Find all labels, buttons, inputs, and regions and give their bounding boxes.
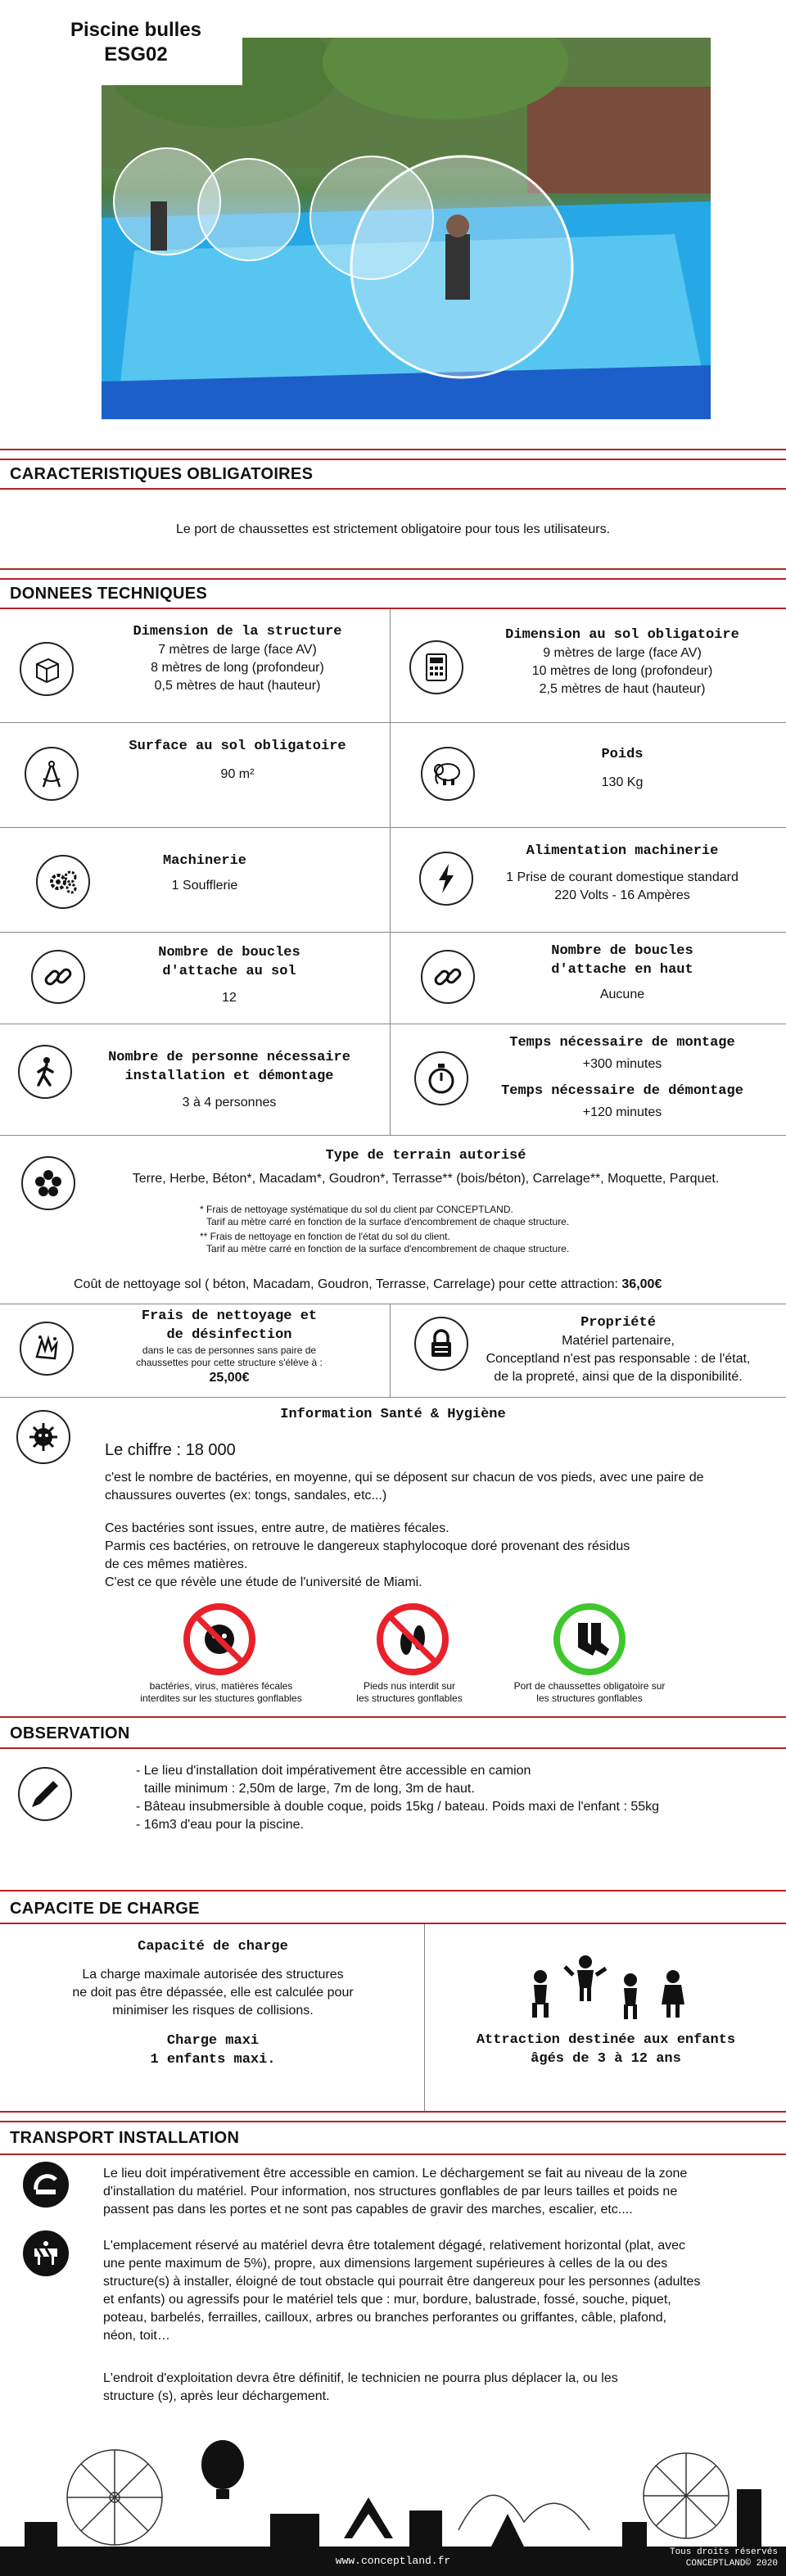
row-divider [0,1135,786,1136]
surface-value: 90 m² [220,767,255,781]
no-bacteria-caption-line1: bactéries, virus, matières fécales [149,1680,293,1692]
capacite-line2: ne doit pas être dépassée, elle est calculée pour [72,1986,354,2000]
socks-rule-text: Le port de chaussettes est strictement obligatoire pour tous les utilisateurs. [175,522,611,536]
row-divider [0,722,786,723]
no-bacteria-caption [123,1680,319,1705]
propriete-line2: Conceptland n'est pas responsable : de l'état, [486,1352,751,1366]
chain-link-icon [31,950,85,1004]
column-divider [390,1304,391,1397]
poids-value: 130 Kg [601,775,644,789]
divider [0,2111,786,2113]
walking-person-icon [18,1045,72,1099]
divider [0,1747,786,1749]
propriete-line3: de la propreté, ainsi que de la disponibilité. [494,1370,743,1384]
capacite-block [33,1937,393,2069]
boucles-haut-title-line2: d'attache en haut [551,962,693,978]
divider [0,1716,786,1718]
hands-washing-icon [20,1322,74,1376]
poids-block [475,745,770,792]
capacite-line1: La charge maximale autorisée des structures [82,1968,344,1982]
row-divider [0,932,786,933]
footer-url: www.conceptland.fr [335,2555,451,2567]
transport-paragraph-2 [103,2237,779,2345]
pen-icon [18,1767,72,1821]
frais-line1: dans le cas de personnes sans paire de [142,1344,317,1356]
socks-required-caption [483,1680,696,1705]
footer-rights-line1: Tous droits réservés [669,2547,778,2557]
dimension-sol-height: 2,5 mètres de haut (hauteur) [539,682,706,696]
alimentation-block [475,842,770,905]
footer-rights-line2: CONCEPTLAND© 2020 [685,2559,778,2569]
alimentation-line1: 1 Prise de courant domestique standard [506,870,739,884]
divider [0,2153,786,2155]
transport-p2-line1: L'emplacement réservé au matériel devra être totalement dégagé, relativement horizontal (plat, avec [103,2239,685,2253]
alimentation-title: Alimentation machinerie [526,843,719,859]
compass-icon [25,747,79,801]
bacteria-icon [16,1410,70,1464]
propriete-line1: Matériel partenaire, [562,1334,675,1348]
divider [0,449,786,450]
propriete-block [458,1313,778,1386]
attraction-age-block [434,2031,778,2068]
sante-chiffre: Le chiffre : 18 000 [105,1441,236,1459]
dimension-sol-width: 9 mètres de large (face AV) [543,646,702,660]
capacite-title: Capacité de charge [138,1939,288,1955]
dimension-sol-block [475,626,770,698]
alimentation-line2: 220 Volts - 16 Ampères [554,888,690,902]
row-divider [0,827,786,828]
terrain-note-1: * Frais de nettoyage systématique du sol du client par CONCEPTLAND. [200,1204,513,1215]
dimension-structure-height: 0,5 mètres de haut (hauteur) [154,679,321,693]
boucles-sol-title-line1: Nombre de boucles [158,945,300,960]
divider [0,1890,786,1891]
boucles-sol-value: 12 [222,991,237,1005]
barrier-icon [23,2230,69,2276]
sante-title: Information Santé & Hygiène [280,1407,506,1422]
section-heading-capacite: CAPACITE DE CHARGE [10,1900,200,1918]
terrain-note-2: ** Frais de nettoyage en fonction de l'état du sol du client. [200,1231,450,1242]
header-photo [102,38,711,419]
boucles-sol-block [90,943,368,1007]
section-heading-caracteristiques: CARACTERISTIQUES OBLIGATOIRES [10,465,314,483]
attraction-age-line1: Attraction destinée aux enfants [476,2032,736,2048]
sante-p2-line1: Ces bactéries sont issues, entre autre, de matières fécales. [105,1521,449,1535]
section-heading-transport: TRANSPORT INSTALLATION [10,2129,240,2147]
no-barefoot-caption [311,1680,508,1705]
dimension-structure-title: Dimension de la structure [133,624,342,639]
chain-link-icon [421,950,475,1004]
dimension-structure-length: 8 mètres de long (profondeur) [151,661,324,675]
no-bacteria-caption-line2: interdites sur les stuctures gonflables [140,1692,302,1704]
pool-illustration [102,38,711,419]
demontage-title: Temps nécessaire de démontage [501,1083,743,1099]
surface-block [90,737,385,784]
no-barefoot-caption-line1: Pieds nus interdit sur [363,1680,456,1692]
lightning-icon [419,852,473,906]
transport-p3-line1: L'endroit d'exploitation devra être définitif, le technicien ne pourra plus déplacer la, ou les [103,2371,618,2385]
observation-line1: - Le lieu d'installation doit impérativement être accessible en camion [136,1764,531,1778]
transport-p2-line6: néon, toit… [103,2329,170,2343]
boucles-sol-title-line2: d'attache au sol [162,964,296,979]
transport-p1-line1: Le lieu doit impérativement être accessible en camion. Le déchargement se fait au niveau de la zone [103,2167,688,2181]
terrain-title: Type de terrain autorisé [325,1148,526,1164]
stopwatch-icon [414,1051,468,1105]
sante-p1-line1: c'est le nombre de bactéries, en moyenne, qui se déposent sur chacun de vos pieds, avec une paire de [105,1471,704,1485]
observation-line3: - Bâteau insubmersible à double coque, poids 15kg / bateau. Poids maxi de l'enfant : 55kg [136,1800,660,1814]
boucles-haut-title-line1: Nombre de boucles [551,943,693,959]
charge-maxi-value: 1 enfants maxi. [150,2052,276,2068]
sante-p2-line2: Parmis ces bactéries, on retrouve le dangereux staphylocoque doré provenant des résidus [105,1539,630,1553]
gears-icon [36,855,90,909]
transport-p3-line2: structure (s), après leur déchargement. [103,2389,330,2403]
sante-paragraph-1 [105,1469,776,1505]
elephant-weight-icon [421,747,475,801]
socks-required-icon [553,1603,626,1675]
dimension-sol-length: 10 mètres de long (profondeur) [531,664,713,678]
boucles-haut-block [475,942,770,1004]
dimension-structure-width: 7 mètres de large (face AV) [158,643,317,657]
frais-block [90,1307,368,1387]
divider [0,608,786,609]
transport-p2-line4: et enfants) ou agressifs pour le matériel tels que : mur, bordure, balustrade, fossé, souche, piquet, [103,2293,671,2307]
no-barefoot-caption-line2: les structures gonflables [356,1692,463,1704]
observation-line2: taille minimum : 2,50m de large, 7m de long, 3m de haut. [144,1782,475,1796]
frais-title-line2: de désinfection [166,1327,292,1343]
transport-paragraph-3 [103,2370,779,2406]
row-divider [0,1397,786,1398]
machinerie-title: Machinerie [162,853,247,869]
truck-unloading-icon [23,2162,69,2208]
page-title-line2: ESG02 [104,43,168,66]
title-box [29,11,242,85]
dimension-structure-block [90,622,385,695]
personnes-value: 3 à 4 personnes [182,1096,277,1109]
dimension-sol-title: Dimension au sol obligatoire [505,627,739,643]
divider [0,459,786,460]
divider [0,578,786,580]
calculator-icon [409,640,463,694]
divider [0,488,786,490]
section-heading-observation: OBSERVATION [10,1724,130,1742]
column-divider [424,1924,425,2111]
sante-p2-line4: C'est ce que révèle une étude de l'université de Miami. [105,1575,422,1589]
personnes-title-line1: Nombre de personne nécessaire [108,1050,350,1065]
montage-title: Temps nécessaire de montage [509,1035,735,1051]
transport-p2-line3: structure(s) à installer, éloigné de tout obstacle qui pourrait être dangereux pour les personnes (adultes [103,2275,701,2289]
cleaning-cost-text: Coût de nettoyage sol ( béton, Macadam, Goudron, Terrasse, Carrelage) pour cette attraction: [74,1277,618,1291]
personnes-block [82,1048,377,1112]
propriete-title: Propriété [580,1315,656,1331]
attraction-age-line2: âgés de 3 à 12 ans [531,2051,681,2067]
column-divider [390,609,391,1135]
divider [0,568,786,570]
divider [0,2121,786,2122]
observation-list [136,1762,775,1834]
sante-paragraph-2 [105,1520,776,1592]
sante-p1-line2: chaussures ouvertes (ex: tongs, sandales, etc...) [105,1489,387,1503]
machinerie-value: 1 Soufflerie [171,879,238,893]
transport-p2-line5: poteau, barbelés, ferrailles, cailloux, arbres ou branches perforantes ou griffantes, câble, plafond, [103,2311,667,2325]
divider [0,1923,786,1924]
observation-line4: - 16m3 d'eau pour la piscine. [136,1818,304,1832]
montage-block [475,1033,770,1122]
no-bacteria-icon [183,1603,255,1675]
personnes-title-line2: installation et démontage [124,1069,334,1084]
capacite-line3: minimiser les risques de collisions. [112,2004,314,2018]
frais-title-line1: Frais de nettoyage et [141,1308,318,1324]
montage-value: +300 minutes [582,1057,662,1071]
boucles-haut-value: Aucune [599,987,645,1001]
terrain-notes [200,1204,691,1255]
sante-p2-line3: de ces mêmes matières. [105,1557,248,1571]
machinerie-block [90,852,319,895]
page-title-line1: Piscine bulles [70,19,202,41]
socks-required-caption-line1: Port de chaussettes obligatoire sur [513,1680,666,1692]
transport-p2-line2: une pente maximum de 5%), propre, aux dimensions largement supérieures à celles de la ou des [103,2257,668,2271]
charge-maxi-title: Charge maxi [166,2033,260,2049]
poids-title: Poids [601,747,644,762]
section-heading-donnees: DONNEES TECHNIQUES [10,585,207,603]
footer-rights [639,2547,778,2569]
transport-p1-line2: d'installation du matériel. Pour information, nos structures gonflables de par leurs tailles et poids ne [103,2185,678,2199]
terrain-note-2b: Tarif au mètre carré en fonction de la surface d'encombrement de chaque structure. [206,1243,570,1254]
cube-dimension-icon [20,642,74,696]
surface-title: Surface au sol obligatoire [129,739,346,754]
terrain-note-1b: Tarif au mètre carré en fonction de la surface d'encombrement de chaque structure. [206,1216,570,1227]
terrain-list: Terre, Herbe, Béton*, Macadam*, Goudron*, Terrasse** (bois/béton), Carrelage**, Moquette, Parquet. [132,1172,720,1186]
cleaning-cost-value: 36,00€ [621,1277,662,1291]
no-barefoot-icon [377,1603,449,1675]
children-silhouettes-icon [516,1952,696,2026]
frais-line2: chaussettes pour cette structure s'élève à : [136,1357,323,1368]
transport-p1-line3: passent pas dans les portes et ne sont pas capables de gravir des marches, escalier, etc.... [103,2203,633,2217]
flower-terrain-icon [21,1156,75,1210]
terrain-block [98,1146,753,1188]
cleaning-cost-line [74,1276,761,1294]
transport-paragraph-1 [103,2165,779,2219]
demontage-value: +120 minutes [582,1105,662,1119]
frais-value: 25,00€ [209,1371,250,1385]
socks-required-caption-line2: les structures gonflables [536,1692,643,1704]
